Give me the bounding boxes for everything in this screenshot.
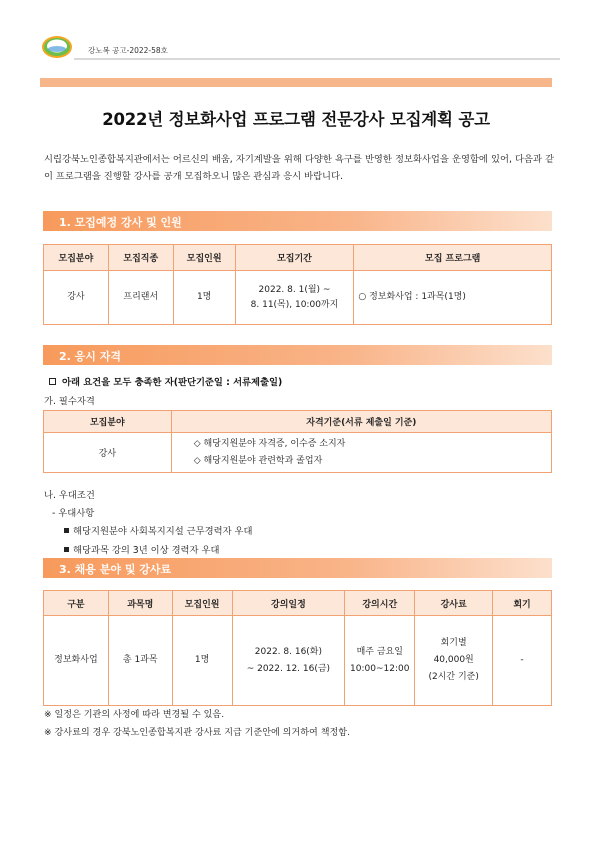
- qualification-table: [43, 410, 552, 473]
- document-header: [40, 34, 560, 64]
- fee-line: (2시간 기준): [428, 672, 479, 682]
- title-accent-bar: [40, 78, 552, 87]
- col-header: 자격기준(서류 제출일 기준): [171, 411, 551, 433]
- cell-criteria: [171, 433, 551, 473]
- section-heading-1: [43, 211, 552, 231]
- table-header-row: [44, 245, 552, 271]
- page-title: 2022년 정보화사업 프로그램 전문강사 모집계획 공고: [102, 110, 490, 129]
- col-header: 구분: [44, 591, 109, 616]
- footnote: ※ 일정은 기관의 사정에 따라 변경될 수 있음.: [44, 710, 225, 720]
- col-header: 모집인원: [173, 245, 235, 271]
- list-item: [64, 542, 219, 556]
- schedule-line: ~ 2022. 12. 16(금): [246, 663, 331, 674]
- col-header: 강의일정: [232, 591, 345, 616]
- cell-field: 강사: [44, 271, 109, 325]
- col-header: 과목명: [108, 591, 172, 616]
- preference-label: 나. 우대조건: [44, 490, 95, 501]
- col-header: 모집기간: [235, 245, 354, 271]
- list-item: [64, 523, 253, 537]
- cell-count: 1명: [173, 271, 235, 325]
- col-header: 강의시간: [345, 591, 415, 616]
- table-row: [44, 433, 552, 473]
- preference-text: 해당지원분야 사회복지지설 근무경력자 우대: [73, 526, 253, 537]
- fee-table: [43, 590, 552, 706]
- criteria-item: ◇ 해당지원분야 자격증, 이수증 소지자: [193, 438, 346, 449]
- preference-text: 해당과목 강의 3년 이상 경력자 우대: [73, 545, 220, 556]
- period-line: 2022. 8. 1(월) ~: [258, 284, 331, 295]
- filled-square-bullet-icon: [64, 547, 69, 552]
- square-bullet-icon: [49, 378, 56, 385]
- schedule-line: 2022. 8. 16(화): [254, 646, 323, 657]
- intro-paragraph: 시립강북노인종합복지관에서는 어르신의 배움, 자기계발을 위해 다양한 욕구를 반영한 정보화사업을 운영함에 있어, 다음과 같이 프로그램을 진행할 강사를 공개 모집하오니 많은 관심과 응시 바랍니다.: [44, 154, 554, 182]
- filled-square-bullet-icon: [64, 528, 69, 533]
- table-header-row: [44, 591, 552, 616]
- cell-time: [345, 616, 415, 706]
- notice-number: 강노복 공고-2022-58호: [88, 46, 168, 55]
- cell-subject: 총 1과목: [108, 616, 172, 706]
- fee-line: 회기별: [440, 638, 467, 648]
- eligibility-lead-text: 아래 요건을 모두 충족한 자(판단기준일 : 서류제출일): [62, 377, 283, 388]
- cell-schedule: [232, 616, 345, 706]
- footnote: ※ 강사료의 경우 강북노인종합복지관 강사료 지급 기준안에 의거하여 책정함.: [44, 728, 350, 738]
- col-header: 모집인원: [172, 591, 232, 616]
- col-header: 모집 프로그램: [354, 245, 552, 271]
- section-heading-2-text: 2. 응시 자격: [59, 350, 121, 363]
- section-heading-3-text: 3. 채용 분야 및 강사료: [59, 563, 172, 576]
- section-heading-1-text: 1. 모집예정 강사 및 인원: [59, 216, 182, 229]
- criteria-item: ◇ 해당지원분야 관련학과 졸업자: [193, 455, 323, 466]
- cell-period: [235, 271, 354, 325]
- time-line: 매주 금요일: [356, 646, 403, 657]
- header-divider: [74, 58, 560, 60]
- cell-job-type: 프리랜서: [108, 271, 173, 325]
- preference-sub-label: - 우대사항: [52, 508, 95, 519]
- cell-program: ○ 정보화사업 : 1과목(1명): [354, 271, 552, 325]
- table-header-row: [44, 411, 552, 433]
- col-header: 모집분야: [44, 411, 172, 433]
- cell-field: 강사: [44, 433, 172, 473]
- cell-count: 1명: [172, 616, 232, 706]
- cell-category: 정보화사업: [44, 616, 109, 706]
- recruitment-table: [43, 244, 552, 325]
- welfare-center-logo-icon: [40, 34, 74, 60]
- col-header: 강사료: [415, 591, 493, 616]
- required-label: 가. 필수자격: [44, 396, 95, 407]
- fee-line: 40,000원: [433, 655, 474, 665]
- section-heading-2: [43, 345, 552, 365]
- section-heading-3: [43, 558, 552, 578]
- cell-fee: [415, 616, 493, 706]
- eligibility-lead: [49, 374, 282, 388]
- table-row: [44, 271, 552, 325]
- col-header: 모집분야: [44, 245, 109, 271]
- period-line: 8. 11(목), 10:00까지: [250, 299, 339, 310]
- cell-sessions: -: [493, 616, 552, 706]
- table-row: [44, 616, 552, 706]
- col-header: 회기: [493, 591, 552, 616]
- col-header: 모집직종: [108, 245, 173, 271]
- time-line: 10:00~12:00: [350, 663, 410, 674]
